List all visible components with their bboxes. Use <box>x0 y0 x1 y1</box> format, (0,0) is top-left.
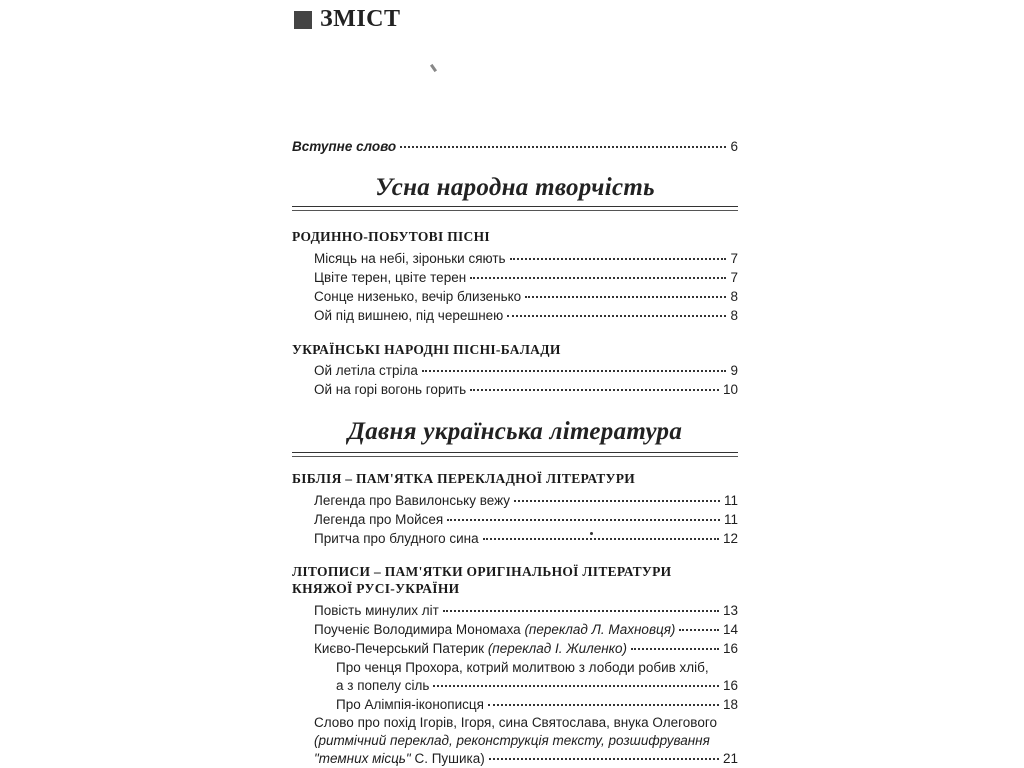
toc-page-number: 11 <box>723 512 738 527</box>
toc-entry[interactable] <box>314 250 738 268</box>
toc-page-number: 13 <box>722 603 738 618</box>
toc-entry-label: Ой летіла стріла <box>314 363 418 378</box>
toc-page-number: 8 <box>730 308 738 323</box>
toc-entry[interactable] <box>314 492 738 510</box>
toc-entry-first-line: Слово про похід Ігорів, Ігоря, сина Святослава, внука Олегового <box>314 715 717 730</box>
dot-leader <box>510 258 727 260</box>
toc-entry[interactable] <box>314 530 738 548</box>
scan-speck-mark <box>590 532 593 535</box>
section-title-folk: Усна народна творчість <box>375 174 655 201</box>
toc-entry-title: Поученіє Володимира Мономаха <box>314 622 525 637</box>
section-divider <box>292 452 738 457</box>
toc-entry-label: а з попелу сіль <box>336 678 430 693</box>
toc-entry-label: Легенда про Вавилонську вежу <box>314 493 511 508</box>
scan-speck-mark <box>430 64 437 72</box>
toc-page-number: 7 <box>730 251 738 266</box>
section-title-ancient-literature: Давня українська література <box>347 418 683 445</box>
square-bullet-icon <box>294 11 312 29</box>
dot-leader <box>507 315 726 317</box>
group-heading-bible: БІБЛІЯ – ПАМ'ЯТКА ПЕРЕКЛАДНОЇ ЛІТЕРАТУРИ <box>292 471 636 486</box>
dot-leader <box>447 519 720 521</box>
toc-entry[interactable] <box>314 288 738 306</box>
dot-leader <box>489 758 719 760</box>
toc-entry-translator: (переклад І. Жиленко) <box>487 641 628 656</box>
dot-leader <box>525 296 726 298</box>
page-title: ЗМІСТ <box>320 6 401 32</box>
toc-entry-label: Місяць на небі, зіроньки сяють <box>314 251 506 266</box>
toc-entry-label <box>314 750 485 768</box>
toc-page-number: 21 <box>722 751 738 766</box>
dot-leader <box>514 500 720 502</box>
toc-entry[interactable] <box>314 750 738 768</box>
dot-leader <box>488 704 719 706</box>
toc-page-number: 14 <box>722 622 738 637</box>
toc-entry-label: Ой на горі вогонь горить <box>314 382 467 397</box>
page-header <box>294 6 401 33</box>
toc-page-number: 16 <box>722 641 738 656</box>
toc-entry-label <box>314 621 675 639</box>
dot-leader <box>422 370 727 372</box>
toc-entry[interactable] <box>314 511 738 529</box>
toc-entry-label: Легенда про Мойсея <box>314 512 444 527</box>
dot-leader <box>631 648 719 650</box>
toc-entry[interactable] <box>336 696 738 714</box>
toc-page-number: 9 <box>730 363 738 378</box>
section-divider <box>292 206 738 211</box>
toc-entry-author: С. Пушика) <box>410 751 485 766</box>
toc-page-number: 16 <box>722 678 738 693</box>
toc-entry[interactable] <box>314 381 738 399</box>
toc-page-number: 6 <box>730 139 738 154</box>
toc-entry[interactable] <box>314 307 738 325</box>
toc-entry-first-line: Про ченця Прохора, котрий молитвою з лободи робив хліб, <box>336 660 709 675</box>
toc-page-number: 7 <box>730 270 738 285</box>
group-heading-chronicles <box>292 563 671 597</box>
dot-leader <box>470 277 726 279</box>
group-heading-family-songs: РОДИННО-ПОБУТОВІ ПІСНІ <box>292 229 490 244</box>
toc-page-number: 8 <box>730 289 738 304</box>
toc-entry[interactable] <box>314 621 738 639</box>
toc-entry[interactable] <box>336 677 738 695</box>
group-heading-line: КНЯЖОЇ РУСІ-УКРАЇНИ <box>292 581 460 596</box>
toc-entry-title: Києво-Печерський Патерик <box>314 641 488 656</box>
toc-page-number: 18 <box>722 697 738 712</box>
toc-page-number: 12 <box>722 531 738 546</box>
toc-entry[interactable] <box>314 269 738 287</box>
group-heading-ballads: УКРАЇНСЬКІ НАРОДНІ ПІСНІ-БАЛАДИ <box>292 342 561 357</box>
toc-entry-translator: (переклад Л. Махновця) <box>524 622 676 637</box>
toc-entry[interactable] <box>314 602 738 620</box>
dot-leader <box>483 538 719 540</box>
toc-entry-label: Притча про блудного сина <box>314 531 479 546</box>
toc-entry-label: Вступне слово <box>292 139 397 154</box>
toc-page-number: 10 <box>722 382 738 397</box>
toc-entry-label <box>314 640 627 658</box>
toc-page-number: 11 <box>723 493 738 508</box>
toc-entry-label: Повість минулих літ <box>314 603 439 618</box>
dot-leader <box>400 146 726 148</box>
toc-entry-italic-part: "темних місць" <box>314 751 411 766</box>
dot-leader <box>679 629 719 631</box>
toc-entry-second-line: (ритмічний переклад, реконструкція тексту, розшифрування <box>314 733 710 748</box>
dot-leader <box>443 610 719 612</box>
group-heading-line: ЛІТОПИСИ – ПАМ'ЯТКИ ОРИГІНАЛЬНОЇ ЛІТЕРАТУРИ <box>292 564 672 579</box>
toc-entry-label: Про Алімпія-іконописця <box>336 697 484 712</box>
toc-entry-label: Цвіте терен, цвіте терен <box>314 270 467 285</box>
toc-entry-label: Ой під вишнею, під черешнею <box>314 308 504 323</box>
toc-entry-intro[interactable] <box>292 138 738 156</box>
toc-entry-label: Сонце низенько, вечір близенько <box>314 289 522 304</box>
dot-leader <box>433 685 719 687</box>
dot-leader <box>470 389 719 391</box>
toc-entry[interactable] <box>314 362 738 380</box>
toc-entry[interactable] <box>314 640 738 658</box>
